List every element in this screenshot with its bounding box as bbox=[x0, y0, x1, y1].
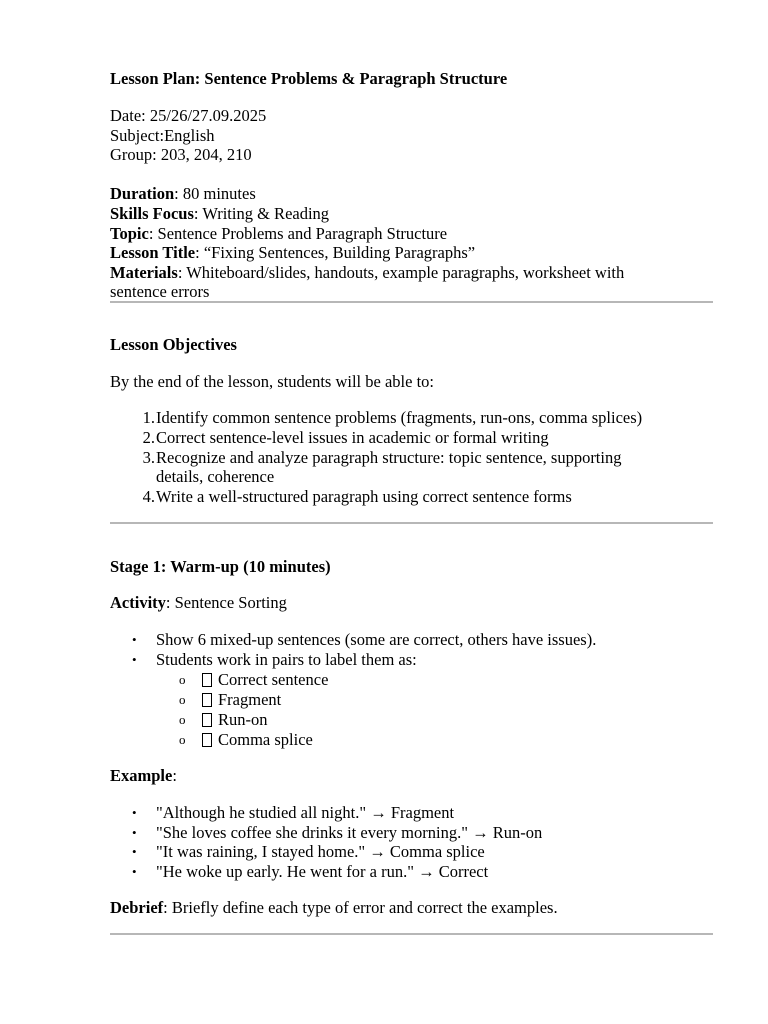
bullet-icon: • bbox=[132, 652, 137, 667]
objective-text: Recognize and analyze paragraph structure: topic sentence, supporting bbox=[156, 448, 622, 467]
debrief-value: : Briefly define each type of error and correct the examples. bbox=[163, 898, 558, 917]
example-colon: : bbox=[172, 766, 177, 785]
missing-glyph-icon bbox=[202, 673, 212, 687]
skills-line bbox=[110, 204, 329, 224]
arrow-icon: → bbox=[370, 803, 387, 822]
example-result: Correct bbox=[438, 862, 489, 881]
materials-value: : Whiteboard/slides, handouts, example paragraphs, worksheet with bbox=[177, 263, 625, 282]
skills-value: : Writing & Reading bbox=[193, 204, 330, 223]
objective-text-cont: details, coherence bbox=[156, 467, 275, 486]
subject-line: Subject:English bbox=[110, 126, 215, 145]
objective-text: Write a well-structured paragraph using correct sentence forms bbox=[156, 487, 572, 506]
label-text: Correct sentence bbox=[218, 670, 329, 689]
label-text: Comma splice bbox=[218, 730, 313, 749]
lesson-title-value: : “Fixing Sentences, Building Paragraphs” bbox=[195, 243, 476, 262]
bullet-icon: • bbox=[132, 864, 137, 879]
duration-value: : 80 minutes bbox=[174, 184, 256, 203]
activity-label: Activity bbox=[110, 593, 166, 612]
objective-text: Correct sentence-level issues in academic or formal writing bbox=[156, 428, 549, 447]
example-result: Fragment bbox=[390, 803, 455, 822]
duration-line bbox=[110, 184, 256, 204]
missing-glyph-icon bbox=[202, 733, 212, 747]
divider bbox=[110, 933, 713, 935]
circle-bullet-icon: o bbox=[179, 712, 186, 727]
bullet-icon: • bbox=[132, 632, 137, 647]
example-sentence: "It was raining, I stayed home." bbox=[156, 842, 366, 861]
duration-label: Duration bbox=[110, 184, 175, 203]
bullet-icon: • bbox=[132, 805, 137, 820]
example-result: Run-on bbox=[492, 823, 543, 842]
bullet-icon: • bbox=[132, 844, 137, 859]
label-text: Fragment bbox=[218, 690, 282, 709]
materials-line bbox=[110, 263, 624, 283]
objective-number: 4. bbox=[142, 487, 155, 506]
example-sentence: "She loves coffee she drinks it every morning." bbox=[156, 823, 468, 842]
bullet-icon: • bbox=[132, 825, 137, 840]
document-title: Lesson Plan: Sentence Problems & Paragraph Structure bbox=[110, 69, 508, 88]
arrow-icon: → bbox=[472, 823, 489, 842]
materials-line-cont: sentence errors bbox=[110, 282, 210, 301]
objective-number: 1. bbox=[142, 408, 155, 427]
lesson-title-line bbox=[110, 243, 475, 263]
objectives-heading: Lesson Objectives bbox=[110, 335, 237, 354]
example-sentence: "Although he studied all night." bbox=[156, 803, 367, 822]
missing-glyph-icon bbox=[202, 693, 212, 707]
example-label: Example bbox=[110, 766, 173, 785]
circle-bullet-icon: o bbox=[179, 732, 186, 747]
topic-label: Topic bbox=[110, 224, 149, 243]
circle-bullet-icon: o bbox=[179, 692, 186, 707]
example-result: Comma splice bbox=[389, 842, 485, 861]
divider bbox=[110, 522, 713, 524]
skills-label: Skills Focus bbox=[110, 204, 194, 223]
date-line: Date: 25/26/27.09.2025 bbox=[110, 106, 267, 125]
stage1-heading: Stage 1: Warm-up (10 minutes) bbox=[110, 557, 331, 576]
label-text: Run-on bbox=[218, 710, 268, 729]
objective-text: Identify common sentence problems (fragments, run-ons, comma splices) bbox=[156, 408, 643, 427]
debrief-label: Debrief bbox=[110, 898, 164, 917]
debrief-line bbox=[110, 898, 558, 918]
example-sentence: "He woke up early. He went for a run." bbox=[156, 862, 414, 881]
topic-value: : Sentence Problems and Paragraph Structure bbox=[148, 224, 448, 243]
example-heading bbox=[110, 766, 177, 786]
objectives-intro: By the end of the lesson, students will be able to: bbox=[110, 372, 434, 391]
group-line: Group: 203, 204, 210 bbox=[110, 145, 252, 164]
objective-number: 2. bbox=[142, 428, 155, 447]
activity-line bbox=[110, 593, 287, 613]
list-item-text: Show 6 mixed-up sentences (some are correct, others have issues). bbox=[156, 630, 597, 649]
circle-bullet-icon: o bbox=[179, 672, 186, 687]
objective-number: 3. bbox=[142, 448, 155, 467]
activity-value: : Sentence Sorting bbox=[165, 593, 287, 612]
topic-line bbox=[110, 224, 447, 244]
arrow-icon: → bbox=[418, 862, 435, 881]
missing-glyph-icon bbox=[202, 713, 212, 727]
lesson-title-label: Lesson Title bbox=[110, 243, 196, 262]
arrow-icon: → bbox=[369, 842, 386, 861]
list-item-text: Students work in pairs to label them as: bbox=[156, 650, 417, 669]
materials-label: Materials bbox=[110, 263, 178, 282]
divider bbox=[110, 301, 713, 303]
